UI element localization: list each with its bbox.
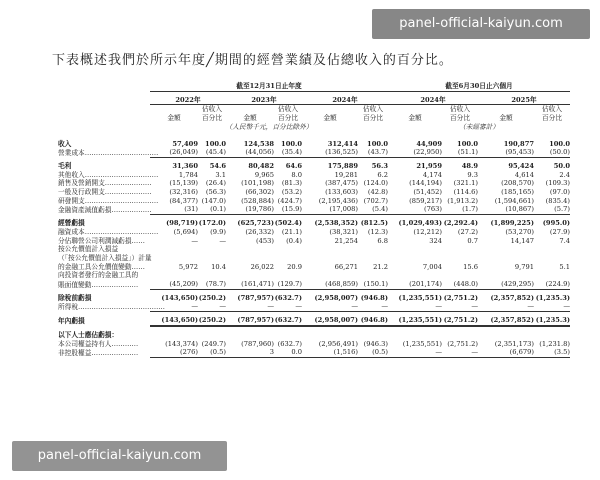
amount-cell: (468,859) bbox=[302, 280, 358, 289]
amount-cell: (2,958,007) bbox=[314, 293, 358, 302]
percent-cell: 6.2 bbox=[377, 170, 388, 179]
amount-cell: (453) bbox=[256, 236, 274, 245]
table-row bbox=[58, 162, 592, 171]
table-row bbox=[58, 228, 592, 237]
header-period: 2024年 bbox=[302, 96, 388, 105]
percent-cell: (3.5) bbox=[534, 348, 570, 357]
amount-cell: (387,475) bbox=[325, 179, 358, 188]
amount-cell bbox=[388, 254, 442, 263]
table-row bbox=[58, 140, 592, 149]
row-label: 收入 bbox=[58, 139, 72, 148]
header-pct: 佔收入 bbox=[277, 105, 299, 114]
table-row bbox=[58, 245, 592, 254]
row-label: 金融資產減值虧損……………… bbox=[58, 205, 152, 214]
amount-cell: (1,516) bbox=[302, 348, 358, 357]
percent-cell: (5.4) bbox=[358, 205, 388, 214]
header-year-group: 截至12月31日止年度 bbox=[150, 82, 388, 91]
table-row bbox=[58, 219, 592, 228]
percent-cell: 20.9 bbox=[287, 262, 302, 271]
amount-cell: 4,174 bbox=[422, 170, 442, 179]
percent-cell: (249.7) bbox=[201, 339, 226, 348]
percent-cell bbox=[442, 271, 478, 280]
amount-cell: — bbox=[478, 302, 534, 311]
header-pct-row-1 bbox=[58, 105, 592, 114]
percent-cell bbox=[534, 245, 570, 254]
percent-cell: (250.2) bbox=[198, 316, 226, 325]
amount-cell: (276) bbox=[150, 348, 198, 357]
percent-cell bbox=[274, 254, 302, 263]
amount-cell: (2,351,173) bbox=[494, 339, 534, 348]
amount-cell: (45,209) bbox=[150, 280, 198, 289]
percent-cell: 100.0 bbox=[281, 139, 302, 148]
percent-cell: (97.0) bbox=[549, 188, 571, 197]
percent-cell: (0.5) bbox=[358, 348, 388, 357]
percent-cell: 15.6 bbox=[463, 262, 478, 271]
percent-cell: (42.8) bbox=[367, 188, 388, 197]
row-label: 本公司權益持有人………… bbox=[58, 339, 139, 348]
amount-cell: (763) bbox=[388, 205, 442, 214]
table-row bbox=[58, 188, 592, 197]
amount-cell bbox=[478, 271, 534, 280]
amount-cell: (859,217) bbox=[409, 196, 442, 205]
amount-cell: (5,694) bbox=[173, 227, 198, 236]
amount-cell: — bbox=[388, 348, 442, 357]
percent-cell: — bbox=[274, 302, 302, 311]
percent-cell: (321.1) bbox=[453, 179, 478, 188]
amount-cell: (2,958,007) bbox=[302, 316, 358, 326]
header-half-group: 截至6月30日止六個月 bbox=[388, 82, 570, 91]
percent-cell: 56.3 bbox=[371, 161, 388, 170]
percent-cell: 48.9 bbox=[461, 161, 478, 170]
table-row bbox=[58, 148, 592, 157]
percent-cell bbox=[274, 245, 302, 254]
amount-cell: (95,453) bbox=[478, 148, 534, 157]
percent-cell bbox=[274, 271, 302, 280]
percent-cell: (50.0) bbox=[534, 148, 570, 157]
amount-cell: (787,960) bbox=[241, 339, 274, 348]
header-pct: 百分比 bbox=[541, 114, 563, 123]
percent-cell: 5.1 bbox=[559, 262, 571, 271]
percent-cell bbox=[442, 245, 478, 254]
percent-cell: (448.0) bbox=[442, 280, 478, 289]
percent-cell: — bbox=[219, 236, 226, 245]
amount-cell: (6,679) bbox=[478, 348, 534, 357]
amount-cell: 21,959 bbox=[416, 161, 442, 170]
percent-cell bbox=[198, 254, 226, 263]
amount-cell bbox=[150, 271, 198, 280]
amount-cell: 19,281 bbox=[334, 170, 358, 179]
table-row bbox=[58, 271, 592, 280]
percent-cell: (0.5) bbox=[198, 348, 226, 357]
table-row bbox=[58, 197, 592, 206]
amount-cell: (185,165) bbox=[501, 188, 534, 197]
percent-cell bbox=[442, 254, 478, 263]
percent-cell bbox=[358, 245, 388, 254]
header-amount: 金額 bbox=[167, 114, 181, 123]
table-row bbox=[58, 340, 592, 349]
percent-cell: (15.9) bbox=[274, 205, 302, 214]
percent-cell: — bbox=[534, 302, 570, 311]
header-amount: 金額 bbox=[243, 114, 257, 123]
amount-cell: 44,909 bbox=[416, 139, 442, 148]
row-label: 非控股權益………………… bbox=[58, 348, 139, 357]
amount-cell: (10,867) bbox=[478, 205, 534, 214]
intro-text: 下表概述我們於所示年度╱期間的經營業績及佔總收入的百分比。 bbox=[52, 53, 453, 68]
amount-cell: (1,029,493) bbox=[398, 219, 442, 228]
amount-cell bbox=[226, 245, 274, 254]
header-pct: 百分比 bbox=[362, 114, 384, 123]
watermark-bottom: panel-official-kaiyun.com bbox=[12, 441, 227, 471]
percent-cell: (946.8) bbox=[360, 293, 388, 302]
percent-cell bbox=[534, 331, 570, 340]
table-row bbox=[58, 331, 592, 340]
row-label: 向投資者發行的金融工具的 bbox=[58, 271, 139, 280]
amount-cell: 312,414 bbox=[327, 139, 358, 148]
percent-cell: (147.0) bbox=[201, 196, 226, 205]
percent-cell: 7.4 bbox=[559, 236, 571, 245]
percent-cell: (172.0) bbox=[198, 219, 226, 228]
percent-cell: (2,751.2) bbox=[443, 293, 478, 302]
amount-cell bbox=[302, 245, 358, 254]
amount-cell bbox=[150, 245, 198, 254]
amount-cell: — bbox=[302, 302, 358, 311]
row-label: 以下人士應佔虧損： bbox=[58, 330, 119, 339]
row-label: （「按公允價值計入損益」）計量 bbox=[58, 253, 152, 262]
percent-cell: 100.0 bbox=[367, 139, 388, 148]
percent-cell: — bbox=[358, 302, 388, 311]
percent-cell: (26.4) bbox=[205, 179, 226, 188]
percent-cell: (53.2) bbox=[281, 188, 302, 197]
header-pct: 百分比 bbox=[277, 114, 299, 123]
percent-cell: (946.3) bbox=[363, 339, 388, 348]
header-pct: 佔收入 bbox=[541, 105, 563, 114]
percent-cell: (424.7) bbox=[277, 196, 302, 205]
row-label: 融資成本…………………………… bbox=[58, 227, 159, 236]
percent-cell: 3.1 bbox=[215, 170, 226, 179]
amount-cell bbox=[226, 271, 274, 280]
percent-cell bbox=[358, 254, 388, 263]
percent-cell: (995.0) bbox=[542, 219, 571, 228]
amount-cell bbox=[150, 331, 198, 340]
row-label: 營業成本…………………………… bbox=[58, 148, 159, 157]
table-row bbox=[58, 302, 592, 311]
amount-cell: (38,321) bbox=[329, 227, 358, 236]
amount-cell: (2,538,352) bbox=[314, 219, 358, 228]
percent-cell: 9.3 bbox=[467, 170, 478, 179]
amount-cell: 31,360 bbox=[172, 161, 198, 170]
amount-cell: 1,784 bbox=[178, 170, 198, 179]
amount-cell bbox=[226, 254, 274, 263]
header-amount: 金額 bbox=[499, 114, 513, 123]
amount-cell: 9,965 bbox=[254, 170, 274, 179]
percent-cell: 21.2 bbox=[373, 262, 388, 271]
header-unit-note: （人民幣千元，百分比除外） bbox=[225, 122, 313, 131]
amount-cell: 324 bbox=[429, 236, 442, 245]
amount-cell: (143,650) bbox=[150, 316, 198, 326]
watermark-top: panel-official-kaiyun.com bbox=[372, 9, 590, 39]
percent-cell: (35.4) bbox=[274, 148, 302, 157]
table-row bbox=[58, 280, 592, 289]
percent-cell: 6.8 bbox=[377, 236, 388, 245]
amount-cell: 26,022 bbox=[250, 262, 274, 271]
percent-cell: (43.7) bbox=[358, 148, 388, 157]
header-amount: 金額 bbox=[408, 114, 422, 123]
amount-cell: 14,147 bbox=[510, 236, 534, 245]
percent-cell: (0.1) bbox=[198, 205, 226, 214]
amount-cell: (53,270) bbox=[505, 227, 534, 236]
amount-cell bbox=[388, 271, 442, 280]
amount-cell: 4,614 bbox=[514, 170, 534, 179]
percent-cell: (0.4) bbox=[286, 236, 302, 245]
percent-cell: — bbox=[442, 302, 478, 311]
amount-cell: (161,471) bbox=[226, 280, 274, 289]
percent-cell bbox=[442, 331, 478, 340]
amount-cell: 124,538 bbox=[243, 139, 274, 148]
percent-cell: (150.1) bbox=[358, 280, 388, 289]
amount-cell: (143,650) bbox=[161, 293, 198, 302]
header-pct: 百分比 bbox=[201, 114, 223, 123]
amount-cell: (1,235,551) bbox=[398, 293, 442, 302]
percent-cell: 54.6 bbox=[209, 161, 226, 170]
percent-cell: 100.0 bbox=[549, 139, 571, 148]
amount-cell: (84,377) bbox=[169, 196, 198, 205]
percent-cell: (1.7) bbox=[442, 205, 478, 214]
amount-cell: (98,719) bbox=[166, 219, 198, 228]
header-pct: 佔收入 bbox=[201, 105, 223, 114]
row-label: 除稅前虧損 bbox=[58, 293, 92, 302]
percent-cell: (21.1) bbox=[281, 227, 302, 236]
percent-cell: (9.9) bbox=[210, 227, 226, 236]
percent-cell: (27.2) bbox=[457, 227, 478, 236]
percent-cell bbox=[198, 271, 226, 280]
percent-cell: (835.4) bbox=[545, 196, 571, 205]
percent-cell: (129.7) bbox=[274, 280, 302, 289]
header-pct: 佔收入 bbox=[362, 105, 384, 114]
percent-cell: (124.0) bbox=[363, 179, 388, 188]
percent-cell: (812.5) bbox=[360, 219, 388, 228]
amount-cell: 7,004 bbox=[422, 262, 442, 271]
percent-cell: 100.0 bbox=[457, 139, 478, 148]
row-label: 毛利 bbox=[58, 161, 72, 170]
percent-cell bbox=[534, 271, 570, 280]
header-unit-row bbox=[58, 123, 592, 132]
percent-cell bbox=[534, 254, 570, 263]
table-row bbox=[58, 316, 592, 326]
amount-cell: (625,723) bbox=[237, 219, 274, 228]
amount-cell: (22,950) bbox=[388, 148, 442, 157]
amount-cell: (101,198) bbox=[241, 179, 274, 188]
amount-cell: 80,482 bbox=[248, 161, 274, 170]
amount-cell: (136,525) bbox=[302, 148, 358, 157]
amount-cell: — bbox=[150, 302, 198, 311]
amount-cell bbox=[302, 331, 358, 340]
percent-cell: (5.7) bbox=[534, 205, 570, 214]
table-row bbox=[58, 348, 592, 357]
table-row bbox=[58, 179, 592, 188]
amount-cell: (2,357,852) bbox=[478, 316, 534, 326]
percent-cell: (12.3) bbox=[367, 227, 388, 236]
amount-cell: — bbox=[191, 236, 198, 245]
percent-cell: (1,231.8) bbox=[539, 339, 571, 348]
amount-cell: (19,786) bbox=[226, 205, 274, 214]
percent-cell: (1,235.3) bbox=[535, 316, 571, 325]
amount-cell: (44,056) bbox=[226, 148, 274, 157]
percent-cell: (702.7) bbox=[363, 196, 388, 205]
percent-cell: (109.3) bbox=[545, 179, 571, 188]
amount-cell: (31) bbox=[150, 205, 198, 214]
amount-cell: (787,957) bbox=[226, 316, 274, 326]
percent-cell: (632.7) bbox=[274, 316, 302, 325]
percent-cell: (224.9) bbox=[534, 280, 570, 289]
percent-cell: (2,751.2) bbox=[447, 339, 478, 348]
amount-cell: (201,174) bbox=[388, 280, 442, 289]
header-group-row bbox=[58, 82, 592, 91]
percent-cell: 100.0 bbox=[205, 139, 226, 148]
amount-cell: (429,295) bbox=[478, 280, 534, 289]
header-pct: 百分比 bbox=[449, 114, 471, 123]
amount-cell: (17,008) bbox=[302, 205, 358, 214]
amount-cell: (1,899,225) bbox=[490, 219, 534, 228]
amount-cell: (15,139) bbox=[169, 179, 198, 188]
table-row bbox=[58, 254, 592, 263]
amount-cell bbox=[302, 271, 358, 280]
amount-cell: — bbox=[388, 302, 442, 311]
amount-cell bbox=[478, 331, 534, 340]
row-label: 其他收入…………………………… bbox=[58, 170, 159, 179]
amount-cell: 190,877 bbox=[503, 139, 534, 148]
header-period: 2022年 bbox=[150, 96, 226, 105]
amount-cell: 9,791 bbox=[514, 262, 534, 271]
amount-cell: (133,603) bbox=[325, 188, 358, 197]
amount-cell: (2,357,852) bbox=[490, 293, 534, 302]
amount-cell: (2,195,436) bbox=[318, 196, 358, 205]
percent-cell: (502.4) bbox=[274, 219, 302, 228]
percent-cell: (81.3) bbox=[281, 179, 302, 188]
amount-cell: (143,374) bbox=[165, 339, 198, 348]
amount-cell: 175,889 bbox=[327, 161, 358, 170]
row-label: 經營虧損 bbox=[58, 219, 85, 228]
percent-cell: 0.0 bbox=[274, 348, 302, 357]
amount-cell: (26,332) bbox=[245, 227, 274, 236]
percent-cell: 10.4 bbox=[211, 262, 226, 271]
table-row bbox=[58, 205, 592, 214]
header-period: 2025年 bbox=[478, 96, 570, 105]
row-label: 所得稅………………………………… bbox=[58, 302, 165, 311]
table-row bbox=[58, 263, 592, 272]
amount-cell: — bbox=[226, 302, 274, 311]
percent-cell: (78.7) bbox=[198, 280, 226, 289]
amount-cell bbox=[302, 254, 358, 263]
amount-cell: 95,424 bbox=[508, 161, 534, 170]
percent-cell: (45.4) bbox=[198, 148, 226, 157]
row-label: 賬面值變動………………… bbox=[58, 280, 139, 289]
amount-cell: (66,302) bbox=[245, 188, 274, 197]
percent-cell bbox=[198, 331, 226, 340]
percent-cell bbox=[358, 271, 388, 280]
header-amount-row bbox=[58, 114, 592, 123]
percent-cell: (1,235.3) bbox=[535, 293, 571, 302]
percent-cell bbox=[274, 331, 302, 340]
amount-cell: 66,271 bbox=[334, 262, 358, 271]
percent-cell: — bbox=[442, 348, 478, 357]
percent-cell: (2,292.4) bbox=[443, 219, 478, 228]
row-label: 一般及行政開支………………… bbox=[58, 188, 152, 197]
amount-cell bbox=[478, 245, 534, 254]
percent-cell: — bbox=[198, 302, 226, 311]
percent-cell: (1,913.2) bbox=[447, 196, 478, 205]
percent-cell: (2,751.2) bbox=[443, 316, 478, 325]
percent-cell bbox=[198, 245, 226, 254]
amount-cell: (528,884) bbox=[241, 196, 274, 205]
percent-cell: (51.1) bbox=[442, 148, 478, 157]
percent-cell: (632.7) bbox=[274, 293, 302, 302]
amount-cell: (26,049) bbox=[150, 148, 198, 157]
percent-cell: 2.4 bbox=[559, 170, 571, 179]
amount-cell: (144,194) bbox=[409, 179, 442, 188]
header-amount: 金額 bbox=[323, 114, 337, 123]
row-label: 的金融工具公允價值變動…… bbox=[58, 262, 145, 271]
amount-cell: (32,316) bbox=[169, 188, 198, 197]
amount-cell: 21,254 bbox=[334, 236, 358, 245]
amount-cell: (12,212) bbox=[413, 227, 442, 236]
results-table bbox=[58, 82, 592, 358]
header-period: 2024年 bbox=[388, 96, 478, 105]
percent-cell: (27.9) bbox=[549, 227, 571, 236]
amount-cell: (1,235,551) bbox=[388, 316, 442, 326]
row-label: 按公允價值計入損益 bbox=[58, 245, 119, 254]
percent-cell: 8.0 bbox=[291, 170, 302, 179]
percent-cell: (114.6) bbox=[453, 188, 478, 197]
table-row bbox=[58, 294, 592, 303]
header-period: 2023年 bbox=[226, 96, 302, 105]
amount-cell: (787,957) bbox=[237, 293, 274, 302]
percent-cell: (946.8) bbox=[358, 316, 388, 326]
amount-cell: (1,235,551) bbox=[402, 339, 442, 348]
amount-cell: (51,452) bbox=[413, 188, 442, 197]
header-unaudited-note: （未經審計） bbox=[458, 122, 500, 131]
amount-cell bbox=[150, 254, 198, 263]
amount-cell bbox=[478, 254, 534, 263]
row-label: 年內虧損 bbox=[58, 317, 85, 326]
amount-cell: (1,594,661) bbox=[494, 196, 534, 205]
amount-cell bbox=[388, 245, 442, 254]
amount-cell: 57,409 bbox=[172, 139, 198, 148]
amount-cell bbox=[388, 331, 442, 340]
amount-cell: 3 bbox=[226, 348, 274, 357]
table-row bbox=[58, 237, 592, 246]
amount-cell: 5,972 bbox=[178, 262, 198, 271]
percent-cell: (56.3) bbox=[205, 188, 226, 197]
percent-cell: (632.7) bbox=[277, 339, 302, 348]
amount-cell: (208,570) bbox=[501, 179, 534, 188]
amount-cell: (2,956,491) bbox=[318, 339, 358, 348]
row-label: 分佔聯營公司利潤減虧損…… bbox=[58, 236, 145, 245]
row-label: 研發開支…………………………… bbox=[58, 196, 159, 205]
amount-cell bbox=[226, 331, 274, 340]
percent-cell: 64.6 bbox=[285, 161, 302, 170]
row-label: 銷售及營銷開支………………… bbox=[58, 179, 152, 188]
header-period-row bbox=[58, 96, 592, 105]
percent-cell: (250.2) bbox=[198, 293, 226, 302]
header-pct: 佔收入 bbox=[449, 105, 471, 114]
percent-cell bbox=[358, 331, 388, 340]
percent-cell: 50.0 bbox=[553, 161, 571, 170]
percent-cell: 0.7 bbox=[467, 236, 478, 245]
